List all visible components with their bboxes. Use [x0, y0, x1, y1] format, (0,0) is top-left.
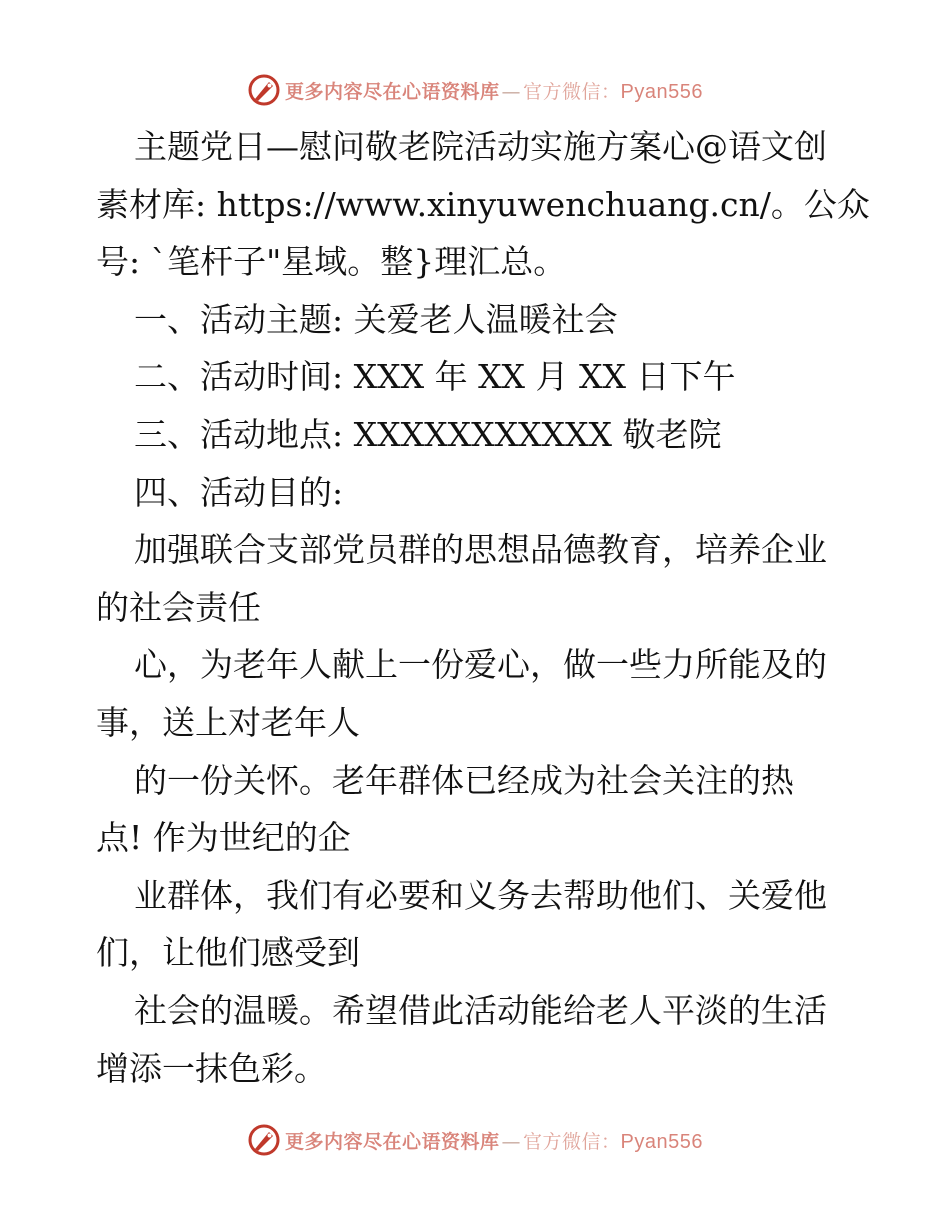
- paragraph-line: 心，为老年人献上一份爱心，做一些力所能及的: [134, 645, 827, 685]
- last-line-tail: 色彩。: [228, 1048, 327, 1088]
- watermark-text: [285, 77, 703, 104]
- paragraph-line: 社会的温暖。希望借此活动能给老人平淡的生活: [134, 990, 827, 1030]
- watermark-main-text: 更多内容尽在心语资料库: [285, 1130, 500, 1153]
- paragraph-line: 加强联合支部党员群的思想品德教育，培养企业: [134, 530, 827, 570]
- paragraph-line: 的一份关怀。老年群体已经成为社会关注的热: [134, 760, 794, 800]
- document-line: 素材库: https://www.xinyuwenchuang.cn/。公众: [96, 184, 870, 224]
- document-body: [96, 118, 870, 1097]
- watermark-wechat-id: Pyan556: [620, 80, 703, 103]
- last-line-bold-char: 抹: [195, 1048, 228, 1088]
- paragraph-line: 的社会责任: [96, 587, 261, 627]
- section-time: 二、活动时间: XXX 年 XX 月 XX 日下午: [134, 357, 736, 397]
- watermark-wechat-label: 官方微信：: [523, 80, 621, 103]
- paragraph-line: 事，送上对老年人: [96, 702, 360, 742]
- last-line-head: 增添一: [96, 1048, 195, 1088]
- watermark-dash: —: [501, 80, 522, 103]
- footer-watermark-banner: [0, 1120, 950, 1160]
- document-line: 号: `笔杆子"星域。整}理汇总。: [96, 242, 567, 282]
- paragraph-last-line: [96, 1040, 856, 1098]
- paragraph-line: 业群体，我们有必要和义务去帮助他们、关爱他: [134, 875, 827, 915]
- pen-nib-logo-icon: [247, 1123, 281, 1157]
- watermark-wechat-label: 官方微信：: [523, 1130, 621, 1153]
- watermark-dash: —: [501, 1130, 522, 1153]
- section-theme: 一、活动主题: 关爱老人温暖社会: [134, 299, 618, 339]
- header-watermark-banner: [0, 70, 950, 110]
- paragraph-line: 们，让他们感受到: [96, 933, 360, 973]
- paragraph-line: 点! 作为世纪的企: [96, 818, 351, 858]
- section-purpose-heading: 四、活动目的:: [134, 472, 344, 512]
- watermark-wechat-id: Pyan556: [620, 1130, 703, 1153]
- document-title-line: 主题党日—慰问敬老院活动实施方案心@语文创: [134, 127, 827, 166]
- section-location: 三、活动地点: XXXXXXXXXXX 敬老院: [134, 414, 722, 454]
- watermark-text: [285, 1127, 703, 1154]
- watermark-main-text: 更多内容尽在心语资料库: [285, 80, 500, 103]
- pen-nib-logo-icon: [247, 73, 281, 107]
